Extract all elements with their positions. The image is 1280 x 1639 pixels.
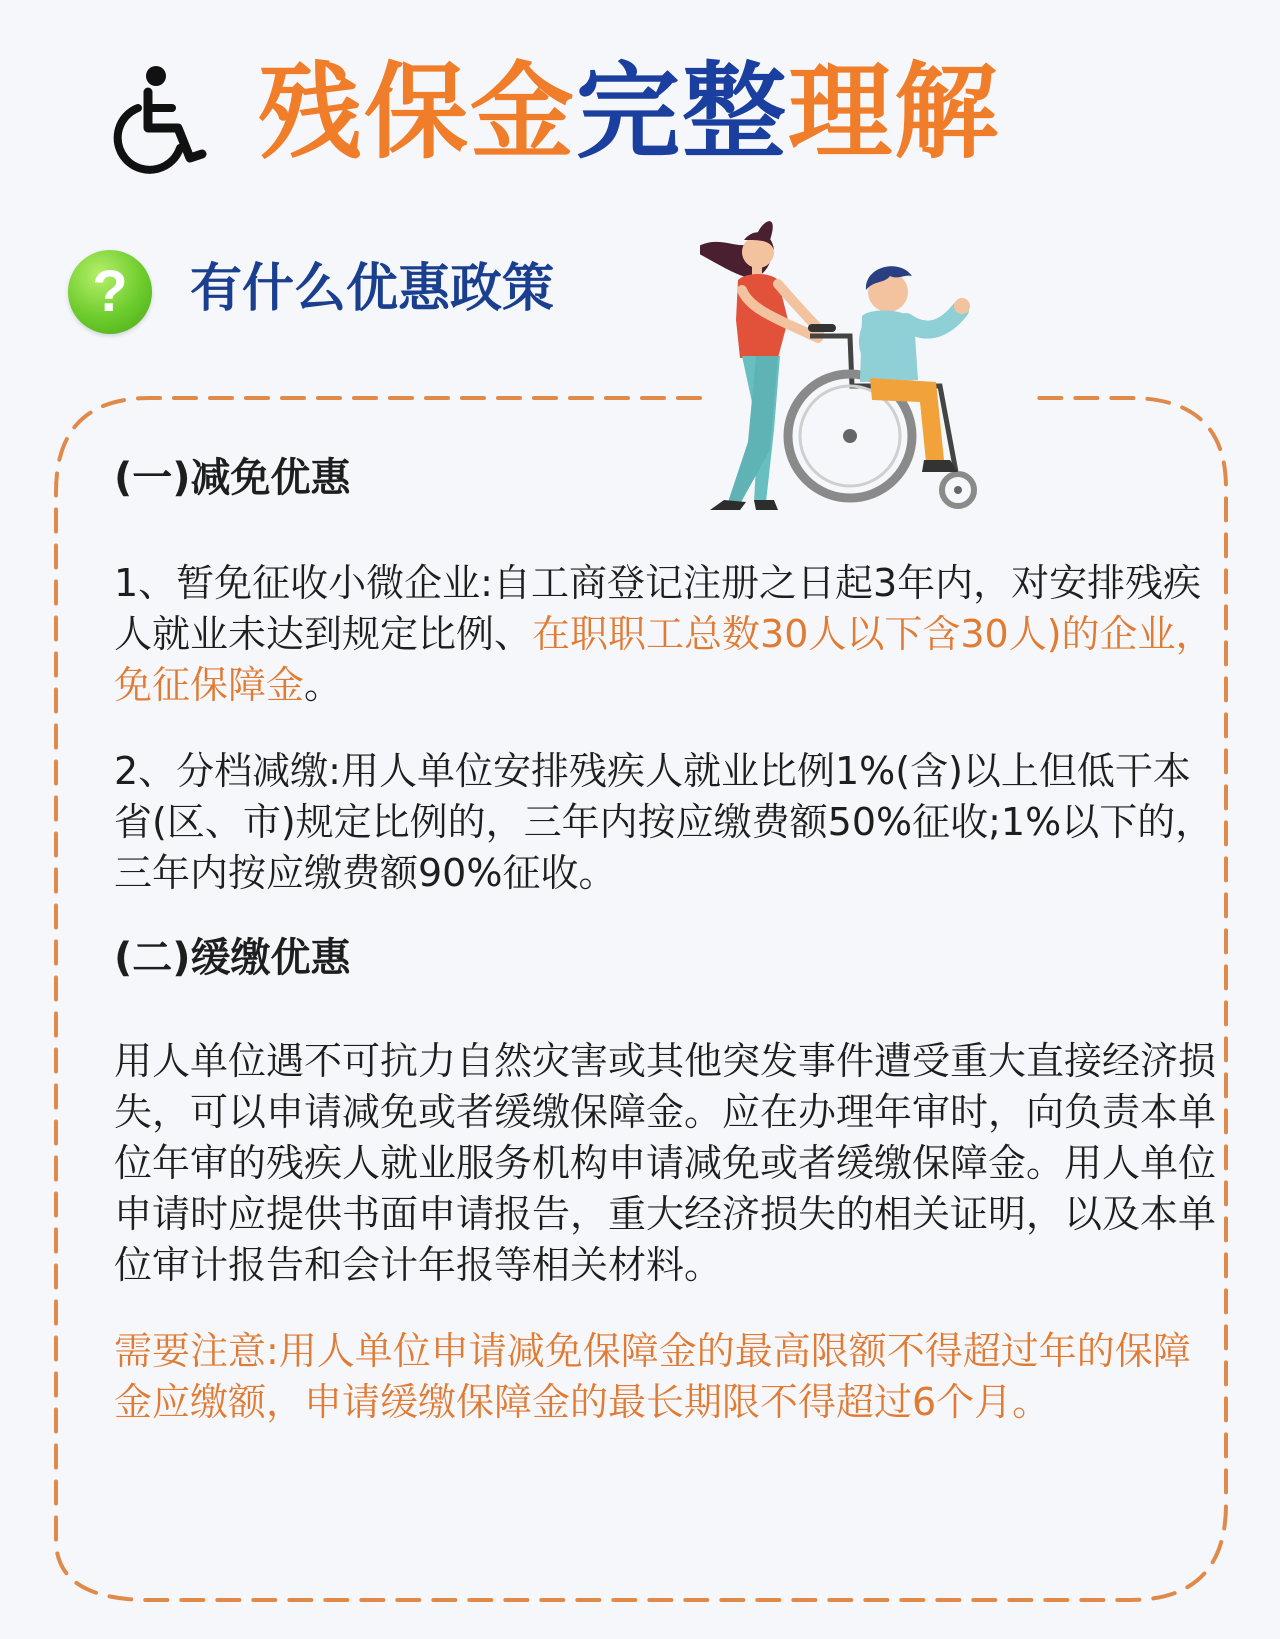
question-icon [68,250,152,334]
paragraph-deferral-body: 用人单位遇不可抗力自然灾害或其他突发事件遭受重大直接经济损失，可以申请减免或者缓缴保障金。应在办理年审时，向负责本单位年审的残疾人就业服务机构申请减免或者缓缴保障金。用人单位申请时应提供书面申请报告，重大经济损失的相关证明，以及本单位审计报告和会计年报等相关材料。 [114,1039,1217,1287]
paragraph-item-2: 2、分档减缴:用人单位安排残疾人就业比例1%(含)以上但低干本省(区、市)规定比例的，三年内按应缴费额50%征收;1%以下的，三年内按应缴费额90%征收。 [114,749,1214,895]
section-heading-deferral: (二)缓缴优惠 [114,935,351,981]
item-1-highlight: 在职职工总数30人以下含30人)的企业，免征保障金 [114,612,1214,707]
paragraph-item-1 [114,558,1224,711]
section-heading-reduction: (一)减免优惠 [114,455,351,501]
title-part-1: 残保金 [258,51,577,173]
item-1-text: 1、暂免征收小微企业:自工商登记注册之日起3年内，对安排残疾人就业未达到规定比例、 [114,561,1202,656]
question-mark: ? [92,259,128,324]
paragraph-note: 需要注意:用人单位申请减免保障金的最高限额不得超过年的保障金应缴额，申请缓缴保障金的最长期限不得超过6个月。 [114,1329,1191,1424]
page-title [258,42,1000,182]
title-part-3: 理解 [788,51,1001,173]
wheelchair-icon [108,62,208,174]
section-subtitle: 有什么优惠政策 [190,259,555,319]
title-part-2: 完整 [576,51,789,173]
item-1-end: 。 [304,663,343,707]
